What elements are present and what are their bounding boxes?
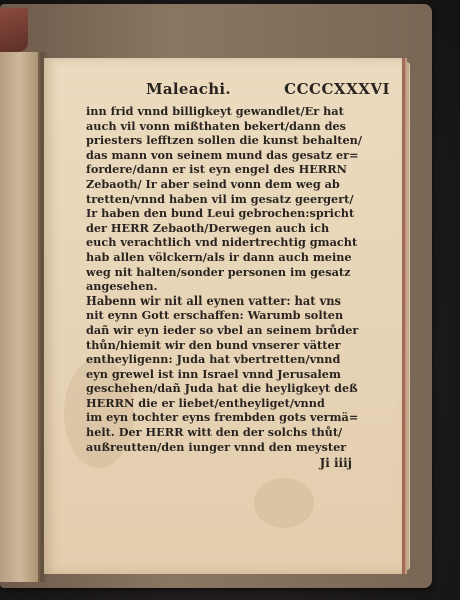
text-line: weg nit halten/sonder personen im gesatz: [86, 264, 351, 279]
text-block: [86, 80, 390, 472]
text-line: Ir haben den bund Leui gebrochen:spricht: [86, 206, 355, 221]
text-line: entheyligenn: Juda hat vbertretten/vnnd: [86, 352, 341, 367]
text-line: geschehen/dañ Juda hat die heyligkeyt deß: [86, 381, 358, 396]
text-line: helt. Der HERR witt den der solchs thůt/: [86, 425, 343, 440]
text-line: inn frid vnnd billigkeyt gewandlet/Er hat: [86, 104, 344, 118]
body-text: [86, 104, 390, 454]
running-head: Maleachi.: [146, 80, 231, 98]
text-line: hab allen völckern/als ir dann auch meine: [86, 249, 352, 264]
signature-mark: Ji iiij: [319, 456, 352, 471]
printed-page: [44, 58, 405, 574]
text-line: außreutten/den iunger vnnd den meyster: [86, 439, 347, 454]
text-line: Zebaoth/ Ir aber seind vonn dem weg ab: [86, 176, 340, 191]
text-line: im eyn tochter eyns frembden gots vermä=: [86, 410, 359, 425]
folio-number: CCCCXXXVI: [284, 80, 390, 98]
paragraph-start-line: Habenn wir nit all eynen vatter: hat vns: [86, 293, 342, 308]
cover-corner-leather: [0, 8, 28, 52]
text-line: eyn grewel ist inn Israel vnnd Jerusalem: [86, 366, 341, 381]
text-line: tretten/vnnd haben vil im gesatz geergert/: [86, 191, 354, 206]
text-line: das mann von seinem mund das gesatz er=: [86, 147, 359, 162]
text-line: dañ wir eyn ieder so vbel an seinem brůder: [86, 322, 359, 337]
text-line: der HERR Zebaoth/Derwegen auch ich: [86, 220, 330, 235]
left-page-edge: [0, 52, 41, 582]
text-line: HERRN die er liebet/entheyliget/vnnd: [86, 395, 325, 410]
text-line: auch vil vonn mißthaten bekert/dann des: [86, 118, 347, 133]
text-line: fordere/dann er ist eyn engel des HERRN: [86, 162, 347, 177]
page-header: [86, 80, 390, 102]
text-line: angesehen.: [86, 279, 158, 294]
text-line: thůn/hiemit wir den bund vnserer vätter: [86, 337, 341, 352]
page-footer: [86, 456, 390, 472]
text-line: nit eynn Gott erschaffen: Warumb solten: [86, 308, 344, 323]
text-line: euch verachtlich vnd nidertrechtig gmacht: [86, 235, 358, 250]
text-line: priesters lefftzen sollen die kunst behalten/: [86, 133, 362, 148]
paper-stain: [254, 478, 314, 528]
